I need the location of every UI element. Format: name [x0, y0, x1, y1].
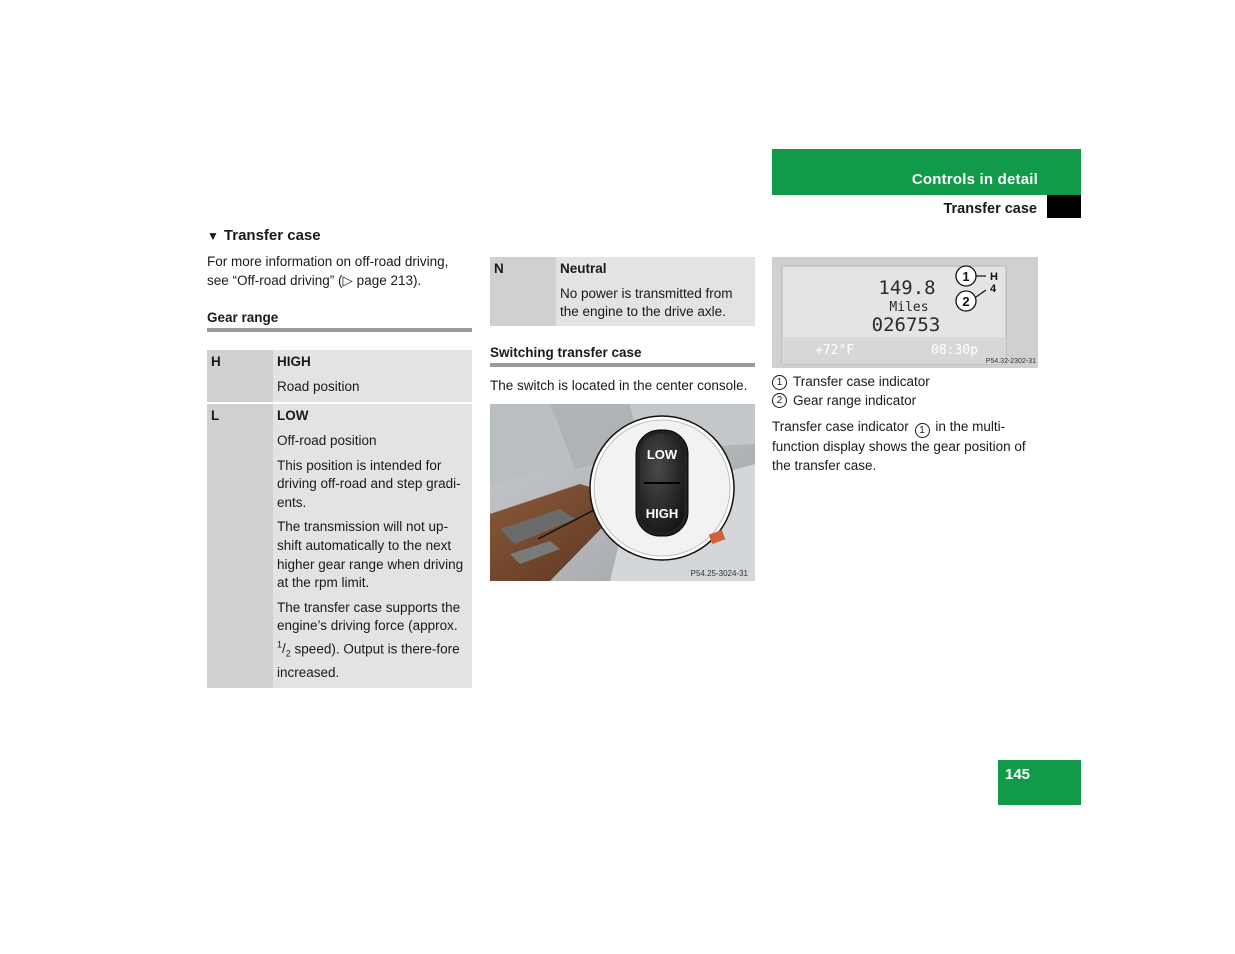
indicator-description: Transfer case indicator 1 in the multi-function display shows the gear position of the transfer case.	[772, 419, 1026, 473]
fraction: $^1/_2$	[277, 639, 291, 660]
switch-low-label: LOW	[646, 447, 678, 462]
legend-label: Transfer case indicator	[793, 374, 930, 389]
display-unit: Miles	[889, 300, 929, 315]
callout-number: 2	[772, 393, 787, 408]
legend-item	[772, 373, 1038, 392]
gear-value	[556, 257, 755, 326]
multifunction-display-image	[772, 257, 1038, 368]
page-number: 145	[998, 760, 1081, 805]
display-code: P54.32-2302-31	[985, 358, 1036, 365]
indicator-bottom: 4	[990, 283, 997, 295]
gear-title: HIGH	[277, 354, 311, 370]
table-row	[207, 350, 472, 403]
gear-item: This position is intended for driving off-road and step gradi-ents.	[277, 457, 461, 510]
chapter-title: Controls in detail	[911, 171, 1038, 188]
switch-high-label: HIGH	[645, 506, 679, 521]
column-3	[772, 373, 1038, 475]
switching-text: The switch is located in the center console.	[490, 377, 748, 393]
display-odometer: 026753	[871, 314, 941, 336]
callout-2: 2	[962, 294, 970, 309]
center-console-illustration	[490, 404, 755, 581]
gear-item: The transfer case supports the engine’s driving force (approx. $^1/_2$ speed). Output is there-fore increased.	[277, 599, 461, 680]
gear-item: Road position	[277, 378, 360, 394]
section-header: Transfer case	[943, 201, 1037, 217]
gear-title: LOW	[277, 408, 309, 424]
gear-item: Off-road position	[277, 432, 377, 448]
chapter-header	[772, 149, 1081, 195]
gear-value	[273, 403, 472, 688]
gear-item: The transmission will not up-shift automatically to the next higher gear range when driving at the rpm limit.	[277, 519, 464, 591]
legend-label: Gear range indicator	[793, 392, 917, 408]
display-time: 08:30p	[931, 343, 978, 358]
photo-code: P54.25-3024-31	[690, 569, 748, 578]
column-2	[490, 257, 755, 395]
callout-number: 1	[772, 375, 787, 390]
gear-title: Neutral	[560, 261, 607, 276]
table-row	[207, 403, 472, 688]
legend-item	[772, 392, 1038, 411]
center-console-image	[490, 404, 755, 581]
intro-text: For more information on off-road driving, see “Off-road driving” (▷ page 213).	[207, 254, 449, 288]
gear-key: L	[207, 403, 273, 688]
section-title	[207, 227, 321, 244]
column-1	[207, 253, 472, 688]
triangle-icon: ▼	[207, 229, 219, 243]
gear-item: No power is transmitted from the engine to the drive axle.	[560, 285, 733, 320]
callout-number: 1	[915, 423, 930, 438]
display-temp: +72°F	[815, 343, 855, 358]
indicator-top: H	[990, 271, 998, 283]
switching-heading: Switching transfer case	[490, 345, 755, 367]
neutral-table	[490, 257, 755, 326]
display-illustration	[772, 257, 1038, 368]
section-title-text: Transfer case	[223, 227, 321, 244]
gear-key: N	[490, 257, 556, 326]
gear-range-heading: Gear range	[207, 310, 472, 332]
callout-1: 1	[962, 269, 970, 284]
gear-value	[273, 350, 472, 403]
gear-range-table	[207, 350, 472, 688]
display-mileage: 149.8	[878, 277, 936, 299]
table-row	[490, 257, 755, 326]
header-marker	[1047, 195, 1081, 218]
gear-key: H	[207, 350, 273, 403]
